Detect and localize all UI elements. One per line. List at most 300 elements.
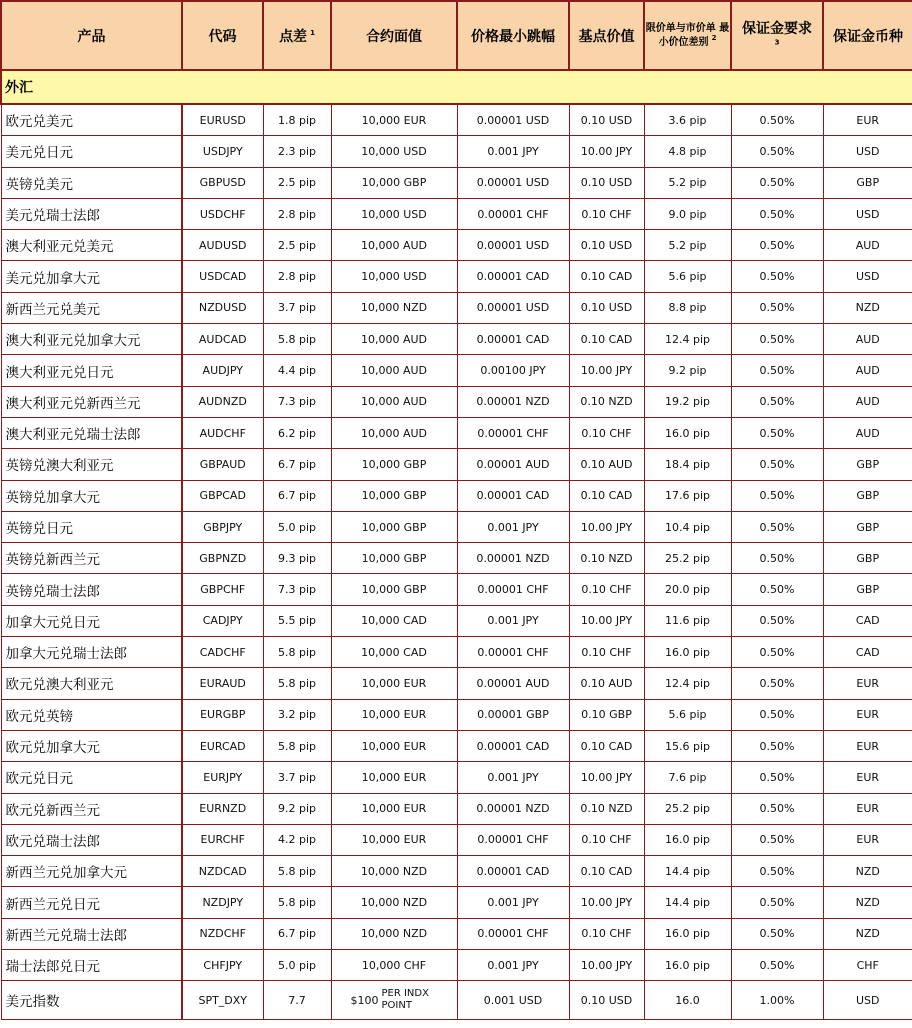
min-tick-value: 0.00001 NZD xyxy=(457,793,569,824)
min-tick-value: 0.00100 JPY xyxy=(457,355,569,386)
margin-currency-value: USD xyxy=(823,136,912,167)
contract-value: 10,000 USD xyxy=(331,261,457,292)
spread-value: 6.7 pip xyxy=(263,449,331,480)
spread-value: 2.8 pip xyxy=(263,261,331,292)
contract-value: 10,000 EUR xyxy=(331,824,457,855)
pair-code: GBPNZD xyxy=(182,543,263,574)
pair-code: EURAUD xyxy=(182,668,263,699)
contract-amount: $100 xyxy=(350,993,379,1007)
pair-name: 欧元兑美元 xyxy=(1,104,182,136)
table-row xyxy=(1,574,912,605)
contract-value: 10,000 EUR xyxy=(331,793,457,824)
header-margin-currency: 保证金币种 xyxy=(823,1,912,70)
margin-value: 0.50% xyxy=(731,261,823,292)
pair-name: 加拿大元兑日元 xyxy=(1,605,182,636)
spread-value: 5.8 pip xyxy=(263,730,331,761)
pair-code: GBPAUD xyxy=(182,449,263,480)
table-row xyxy=(1,887,912,918)
min-tick-value: 0.00001 AUD xyxy=(457,449,569,480)
pip-value: 0.10 NZD xyxy=(569,543,644,574)
contract-value: 10,000 GBP xyxy=(331,480,457,511)
spread-value: 2.8 pip xyxy=(263,198,331,229)
contract-value: 10,000 GBP xyxy=(331,574,457,605)
header-row xyxy=(1,1,912,70)
contract-value: 10,000 NZD xyxy=(331,856,457,887)
contract-value: 10,000 GBP xyxy=(331,543,457,574)
min-tick-value: 0.00001 CHF xyxy=(457,198,569,229)
header-basis-value: 基点价值 xyxy=(569,1,644,70)
pair-name: 新西兰元兑日元 xyxy=(1,887,182,918)
pair-code: NZDCHF xyxy=(182,918,263,949)
pip-value: 0.10 CHF xyxy=(569,918,644,949)
margin-currency-value: USD xyxy=(823,261,912,292)
header-spread: 点差 $^1$ xyxy=(263,1,331,70)
margin-currency-value: GBP xyxy=(823,511,912,542)
footnote-2: 2 xyxy=(711,34,717,43)
pair-code: NZDCAD xyxy=(182,856,263,887)
margin-value: 0.50% xyxy=(731,605,823,636)
min-tick-value: 0.001 JPY xyxy=(457,950,569,981)
pair-name: 澳大利亚元兑美元 xyxy=(1,230,182,261)
min-tick-value: 0.001 JPY xyxy=(457,762,569,793)
limit-diff-value: 5.6 pip xyxy=(644,699,731,730)
table-row xyxy=(1,198,912,229)
pip-value: 0.10 CAD xyxy=(569,730,644,761)
spread-value: 3.7 pip xyxy=(263,762,331,793)
min-tick-value: 0.00001 CAD xyxy=(457,261,569,292)
pair-code: AUDJPY xyxy=(182,355,263,386)
min-tick-value: 0.00001 USD xyxy=(457,292,569,323)
pair-code: GBPUSD xyxy=(182,167,263,198)
contract-value: 10,000 USD xyxy=(331,136,457,167)
limit-diff-value: 20.0 pip xyxy=(644,574,731,605)
pip-value: 10.00 JPY xyxy=(569,605,644,636)
min-tick-value: 0.00001 CHF xyxy=(457,824,569,855)
limit-diff-value: 17.6 pip xyxy=(644,480,731,511)
table-row xyxy=(1,292,912,323)
margin-value: 0.50% xyxy=(731,449,823,480)
limit-diff-value: 5.6 pip xyxy=(644,261,731,292)
pair-code: CADJPY xyxy=(182,605,263,636)
section-label: 外汇 xyxy=(1,70,912,104)
pair-name: 英镑兑美元 xyxy=(1,167,182,198)
margin-value: 0.50% xyxy=(731,730,823,761)
margin-value: 0.50% xyxy=(731,324,823,355)
header-product: 产品 xyxy=(1,1,182,70)
spread-value: 2.5 pip xyxy=(263,230,331,261)
spread-value: 5.8 pip xyxy=(263,637,331,668)
pip-value: 0.10 USD xyxy=(569,104,644,136)
spread-value: 1.8 pip xyxy=(263,104,331,136)
contract-value: 10,000 AUD xyxy=(331,386,457,417)
margin-currency-value: GBP xyxy=(823,574,912,605)
pip-value: 0.10 CHF xyxy=(569,824,644,855)
limit-diff-value: 5.2 pip xyxy=(644,230,731,261)
min-tick-value: 0.00001 USD xyxy=(457,230,569,261)
table-row xyxy=(1,417,912,448)
min-tick-value: 0.00001 CHF xyxy=(457,574,569,605)
pair-name: 欧元兑日元 xyxy=(1,762,182,793)
contract-value: 10,000 NZD xyxy=(331,887,457,918)
pip-value: 0.10 CAD xyxy=(569,324,644,355)
pair-name: 欧元兑加拿大元 xyxy=(1,730,182,761)
margin-value: 0.50% xyxy=(731,417,823,448)
table-row xyxy=(1,386,912,417)
margin-value: 0.50% xyxy=(731,793,823,824)
table-row xyxy=(1,230,912,261)
pair-code: AUDNZD xyxy=(182,386,263,417)
margin-currency-value: EUR xyxy=(823,668,912,699)
limit-diff-value: 16.0 pip xyxy=(644,824,731,855)
pair-code: USDCHF xyxy=(182,198,263,229)
pip-value: 10.00 JPY xyxy=(569,887,644,918)
limit-diff-value: 25.2 pip xyxy=(644,793,731,824)
table-row xyxy=(1,167,912,198)
pair-code: NZDUSD xyxy=(182,292,263,323)
margin-currency-value: NZD xyxy=(823,292,912,323)
margin-currency-value: AUD xyxy=(823,324,912,355)
pair-name: 欧元兑新西兰元 xyxy=(1,793,182,824)
margin-value: 0.50% xyxy=(731,950,823,981)
pair-name: 英镑兑澳大利亚元 xyxy=(1,449,182,480)
limit-diff-value: 16.0 pip xyxy=(644,918,731,949)
min-tick-value: 0.001 JPY xyxy=(457,887,569,918)
contract-value: 10,000 GBP xyxy=(331,167,457,198)
contract-value: 10,000 EUR xyxy=(331,668,457,699)
pair-name: 美元兑瑞士法郎 xyxy=(1,198,182,229)
pair-code: EURCAD xyxy=(182,730,263,761)
contract-value: 10,000 CAD xyxy=(331,637,457,668)
pip-value: 0.10 CAD xyxy=(569,856,644,887)
pair-code: EURGBP xyxy=(182,699,263,730)
margin-value: 0.50% xyxy=(731,762,823,793)
spread-value: 9.2 pip xyxy=(263,793,331,824)
pair-name: 澳大利亚元兑日元 xyxy=(1,355,182,386)
margin-currency-value: EUR xyxy=(823,699,912,730)
pair-code: EURCHF xyxy=(182,824,263,855)
table-row xyxy=(1,355,912,386)
pair-code: GBPCAD xyxy=(182,480,263,511)
margin-value: 0.50% xyxy=(731,543,823,574)
margin-value: 0.50% xyxy=(731,574,823,605)
limit-diff-value: 18.4 pip xyxy=(644,449,731,480)
min-tick-value: 0.00001 CHF xyxy=(457,417,569,448)
contract-value: 10,000 AUD xyxy=(331,324,457,355)
margin-value: 0.50% xyxy=(731,198,823,229)
pair-code: CHFJPY xyxy=(182,950,263,981)
spread-value: 3.2 pip xyxy=(263,699,331,730)
min-tick-value: 0.00001 CHF xyxy=(457,918,569,949)
limit-diff-value: 5.2 pip xyxy=(644,167,731,198)
limit-diff-value: 9.0 pip xyxy=(644,198,731,229)
pair-code: CADCHF xyxy=(182,637,263,668)
spread-value: 5.0 pip xyxy=(263,511,331,542)
min-tick-value: 0.00001 CAD xyxy=(457,324,569,355)
margin-currency-value: EUR xyxy=(823,824,912,855)
spread-value: 5.8 pip xyxy=(263,856,331,887)
pair-name: 英镑兑新西兰元 xyxy=(1,543,182,574)
spread-value: 4.4 pip xyxy=(263,355,331,386)
contract-value: 10,000 EUR xyxy=(331,730,457,761)
pair-name: 澳大利亚元兑瑞士法郎 xyxy=(1,417,182,448)
margin-currency-value: GBP xyxy=(823,449,912,480)
limit-diff-value: 25.2 pip xyxy=(644,543,731,574)
limit-diff-value: 14.4 pip xyxy=(644,856,731,887)
pip-value: 0.10 NZD xyxy=(569,386,644,417)
pair-code: AUDUSD xyxy=(182,230,263,261)
pair-name: 加拿大元兑瑞士法郎 xyxy=(1,637,182,668)
min-tick-value: 0.00001 CAD xyxy=(457,480,569,511)
contract-value: 10,000 EUR xyxy=(331,104,457,136)
pair-name: 欧元兑澳大利亚元 xyxy=(1,668,182,699)
pair-name: 瑞士法郎兑日元 xyxy=(1,950,182,981)
contract-value: 10,000 GBP xyxy=(331,511,457,542)
pip-value: 0.10 CHF xyxy=(569,417,644,448)
pip-value: 0.10 GBP xyxy=(569,699,644,730)
margin-currency-value: AUD xyxy=(823,417,912,448)
pair-code: EURNZD xyxy=(182,793,263,824)
pair-code: GBPCHF xyxy=(182,574,263,605)
pair-code: USDCAD xyxy=(182,261,263,292)
min-tick-value: 0.00001 CAD xyxy=(457,730,569,761)
pip-value: 0.10 USD xyxy=(569,230,644,261)
contract-value: 10,000 NZD xyxy=(331,292,457,323)
table-row xyxy=(1,793,912,824)
min-tick-value: 0.001 JPY xyxy=(457,605,569,636)
min-tick-value: 0.00001 CHF xyxy=(457,637,569,668)
margin-currency-value: AUD xyxy=(823,355,912,386)
table-row xyxy=(1,449,912,480)
margin-value: 0.50% xyxy=(731,511,823,542)
margin-value: 0.50% xyxy=(731,887,823,918)
pip-value: 0.10 CAD xyxy=(569,480,644,511)
margin-currency-value: EUR xyxy=(823,730,912,761)
limit-diff-value: 9.2 pip xyxy=(644,355,731,386)
pair-code: USDJPY xyxy=(182,136,263,167)
pair-name: 澳大利亚元兑加拿大元 xyxy=(1,324,182,355)
pip-value: 0.10 CAD xyxy=(569,261,644,292)
margin-currency-value: GBP xyxy=(823,480,912,511)
pair-name: 新西兰元兑瑞士法郎 xyxy=(1,918,182,949)
pair-name: 英镑兑日元 xyxy=(1,511,182,542)
margin-value: 0.50% xyxy=(731,292,823,323)
margin-value: 0.50% xyxy=(731,104,823,136)
table-row xyxy=(1,699,912,730)
footnote-3: 3 xyxy=(774,37,780,46)
min-tick-value: 0.00001 GBP xyxy=(457,699,569,730)
limit-diff-value: 14.4 pip xyxy=(644,887,731,918)
limit-diff-value: 4.8 pip xyxy=(644,136,731,167)
pair-name: 美元兑加拿大元 xyxy=(1,261,182,292)
table-row xyxy=(1,605,912,636)
limit-diff-value: 12.4 pip xyxy=(644,668,731,699)
section-row-fx xyxy=(1,70,912,104)
pip-value: 10.00 JPY xyxy=(569,136,644,167)
limit-diff-value: 7.6 pip xyxy=(644,762,731,793)
margin-value: 1.00% xyxy=(731,981,823,1020)
min-tick-value: 0.00001 NZD xyxy=(457,386,569,417)
margin-currency-value: GBP xyxy=(823,167,912,198)
min-tick-value: 0.001 JPY xyxy=(457,511,569,542)
spread-value: 7.3 pip xyxy=(263,386,331,417)
spread-value: 9.3 pip xyxy=(263,543,331,574)
contract-value: 10,000 EUR xyxy=(331,699,457,730)
contract-value: 10,000 CHF xyxy=(331,950,457,981)
contract-value: 10,000 USD xyxy=(331,198,457,229)
margin-value: 0.50% xyxy=(731,824,823,855)
contract-value: 10,000 CAD xyxy=(331,605,457,636)
min-tick-value: 0.00001 NZD xyxy=(457,543,569,574)
header-contract-value: 合约面值 xyxy=(331,1,457,70)
table-row xyxy=(1,824,912,855)
margin-currency-value: EUR xyxy=(823,793,912,824)
pip-value: 10.00 JPY xyxy=(569,355,644,386)
pair-name: 新西兰元兑加拿大元 xyxy=(1,856,182,887)
pip-value: 0.10 USD xyxy=(569,981,644,1020)
margin-currency-value: NZD xyxy=(823,918,912,949)
limit-diff-value: 10.4 pip xyxy=(644,511,731,542)
spread-value: 6.7 pip xyxy=(263,480,331,511)
margin-currency-value: USD xyxy=(823,981,912,1020)
table-row-index xyxy=(1,981,912,1020)
pair-code: NZDJPY xyxy=(182,887,263,918)
margin-value: 0.50% xyxy=(731,230,823,261)
pip-value: 10.00 JPY xyxy=(569,511,644,542)
pair-name: 英镑兑加拿大元 xyxy=(1,480,182,511)
header-limit-diff: 限价单与市价单 最小价位差别 $^2$ xyxy=(644,1,731,70)
table-row xyxy=(1,730,912,761)
margin-value: 0.50% xyxy=(731,136,823,167)
margin-value: 0.50% xyxy=(731,918,823,949)
pip-value: 0.10 CHF xyxy=(569,637,644,668)
pair-name: 新西兰元兑美元 xyxy=(1,292,182,323)
margin-value: 0.50% xyxy=(731,856,823,887)
min-tick-value: 0.00001 AUD xyxy=(457,668,569,699)
limit-diff-value: 16.0 xyxy=(644,981,731,1020)
spread-value: 5.0 pip xyxy=(263,950,331,981)
margin-value: 0.50% xyxy=(731,167,823,198)
table-row xyxy=(1,950,912,981)
margin-currency-value: NZD xyxy=(823,887,912,918)
margin-currency-value: NZD xyxy=(823,856,912,887)
margin-currency-value: USD xyxy=(823,198,912,229)
margin-value: 0.50% xyxy=(731,355,823,386)
pip-value: 10.00 JPY xyxy=(569,950,644,981)
pip-value: 0.10 AUD xyxy=(569,668,644,699)
pair-code: EURUSD xyxy=(182,104,263,136)
contract-value: 10,000 AUD xyxy=(331,230,457,261)
limit-diff-value: 16.0 pip xyxy=(644,637,731,668)
contract-value: 10,000 EUR xyxy=(331,762,457,793)
min-tick-value: 0.00001 USD xyxy=(457,104,569,136)
table-row xyxy=(1,543,912,574)
contract-value: 10,000 AUD xyxy=(331,355,457,386)
pair-name: 英镑兑瑞士法郎 xyxy=(1,574,182,605)
limit-diff-value: 3.6 pip xyxy=(644,104,731,136)
table-row xyxy=(1,136,912,167)
spread-value: 7.7 xyxy=(263,981,331,1020)
limit-diff-value: 19.2 pip xyxy=(644,386,731,417)
header-margin-req: 保证金要求 $^3$ xyxy=(731,1,823,70)
limit-diff-value: 8.8 pip xyxy=(644,292,731,323)
margin-value: 0.50% xyxy=(731,668,823,699)
table-row xyxy=(1,261,912,292)
margin-value: 0.50% xyxy=(731,386,823,417)
margin-value: 0.50% xyxy=(731,480,823,511)
spread-value: 2.3 pip xyxy=(263,136,331,167)
pip-value: 0.10 USD xyxy=(569,292,644,323)
table-row xyxy=(1,762,912,793)
spread-value: 5.5 pip xyxy=(263,605,331,636)
pair-name: 美元兑日元 xyxy=(1,136,182,167)
min-tick-value: 0.00001 CAD xyxy=(457,856,569,887)
header-code: 代码 xyxy=(182,1,263,70)
margin-currency-value: CAD xyxy=(823,605,912,636)
contract-value: 10,000 GBP xyxy=(331,449,457,480)
pip-value: 0.10 NZD xyxy=(569,793,644,824)
pair-name: 美元指数 xyxy=(1,981,182,1020)
spread-value: 7.3 pip xyxy=(263,574,331,605)
table-row xyxy=(1,324,912,355)
pair-name: 欧元兑英镑 xyxy=(1,699,182,730)
spread-value: 4.2 pip xyxy=(263,824,331,855)
pip-value: 0.10 USD xyxy=(569,167,644,198)
min-tick-value: 0.001 JPY xyxy=(457,136,569,167)
min-tick-value: 0.00001 USD xyxy=(457,167,569,198)
spread-value: 2.5 pip xyxy=(263,167,331,198)
spread-value: 6.2 pip xyxy=(263,417,331,448)
footnote-1: 1 xyxy=(310,28,315,37)
limit-diff-value: 16.0 pip xyxy=(644,950,731,981)
table-row xyxy=(1,104,912,136)
pair-code: SPT_DXY xyxy=(182,981,263,1020)
margin-currency-value: AUD xyxy=(823,386,912,417)
spread-value: 3.7 pip xyxy=(263,292,331,323)
pair-code: GBPJPY xyxy=(182,511,263,542)
limit-diff-value: 16.0 pip xyxy=(644,417,731,448)
pair-code: AUDCHF xyxy=(182,417,263,448)
spread-value: 5.8 pip xyxy=(263,668,331,699)
pip-value: 0.10 CHF xyxy=(569,574,644,605)
pip-value: 0.10 AUD xyxy=(569,449,644,480)
spread-value: 5.8 pip xyxy=(263,324,331,355)
contract-value: 10,000 NZD xyxy=(331,918,457,949)
contract-unit: PER INDX POINT xyxy=(381,988,429,1012)
spread-value: 6.7 pip xyxy=(263,918,331,949)
pip-value: 0.10 CHF xyxy=(569,198,644,229)
table-row xyxy=(1,637,912,668)
limit-diff-value: 15.6 pip xyxy=(644,730,731,761)
margin-currency-value: AUD xyxy=(823,230,912,261)
limit-diff-value: 11.6 pip xyxy=(644,605,731,636)
pip-value: 10.00 JPY xyxy=(569,762,644,793)
margin-currency-value: EUR xyxy=(823,762,912,793)
header-min-tick: 价格最小跳幅 xyxy=(457,1,569,70)
margin-currency-value: EUR xyxy=(823,104,912,136)
min-tick-value: 0.001 USD xyxy=(457,981,569,1020)
contract-value: 10,000 AUD xyxy=(331,417,457,448)
table-row xyxy=(1,668,912,699)
table-row xyxy=(1,480,912,511)
margin-currency-value: CAD xyxy=(823,637,912,668)
table-row xyxy=(1,856,912,887)
contract-value xyxy=(331,981,457,1020)
spread-value: 5.8 pip xyxy=(263,887,331,918)
pair-code: AUDCAD xyxy=(182,324,263,355)
pair-name: 欧元兑瑞士法郎 xyxy=(1,824,182,855)
margin-value: 0.50% xyxy=(731,637,823,668)
margin-value: 0.50% xyxy=(731,699,823,730)
